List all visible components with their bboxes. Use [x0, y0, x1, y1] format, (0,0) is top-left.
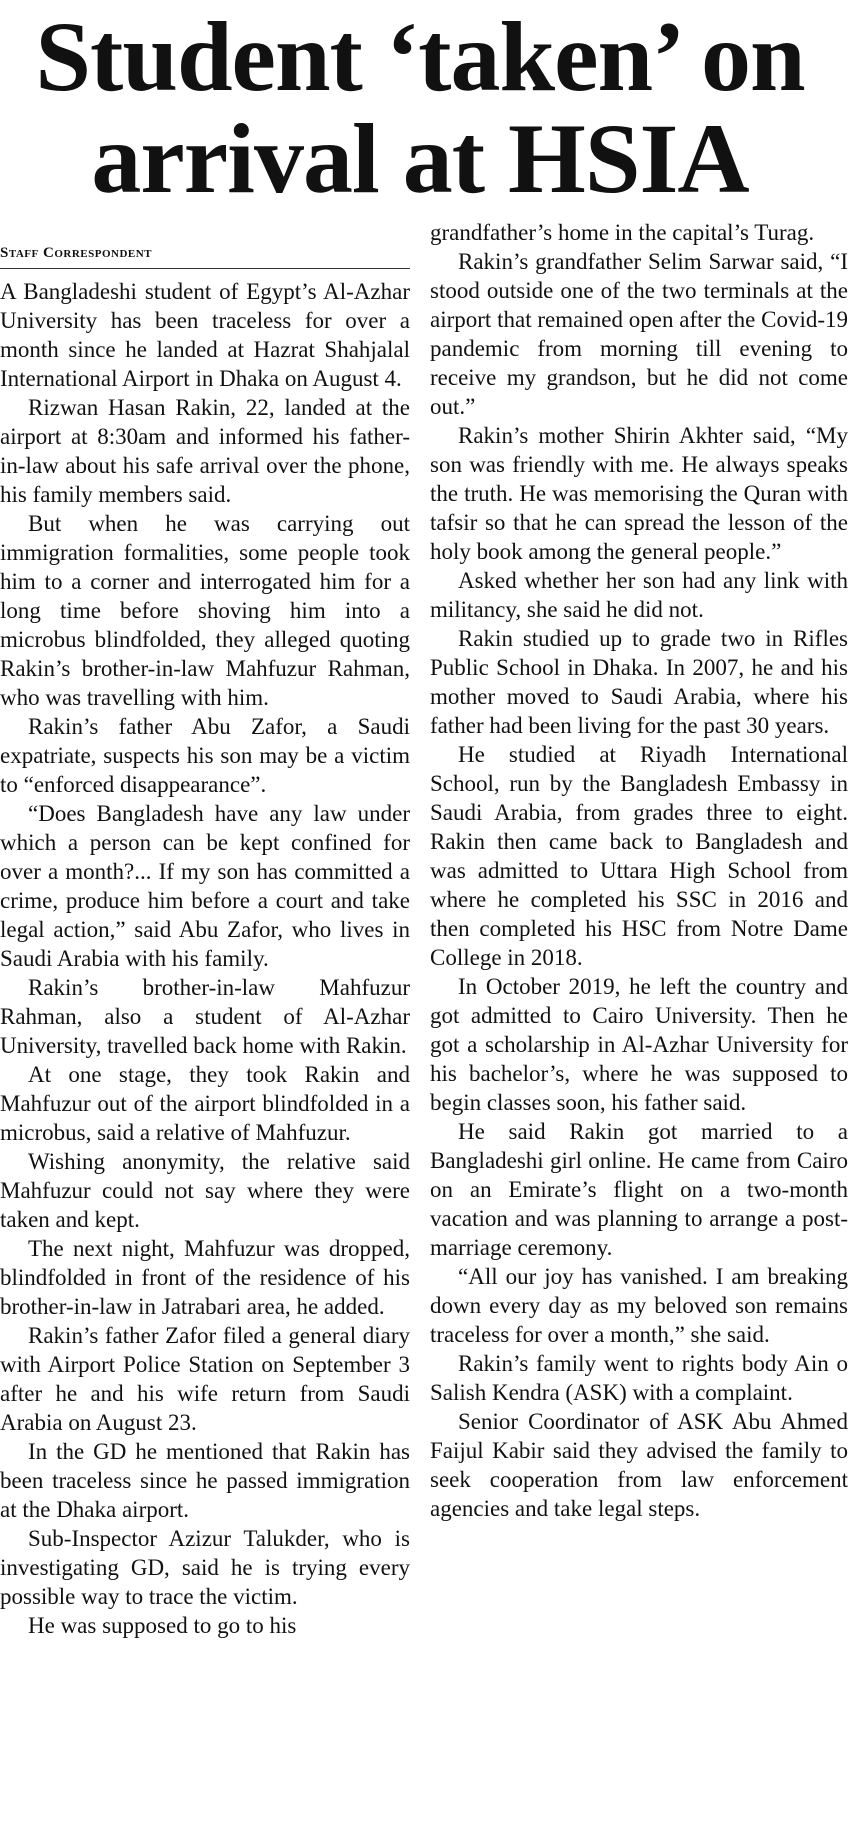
paragraph: At one stage, they took Rakin and Mahfuzur out of the airport blindfolded in a microbus, said a relative of Mahfuzur.: [0, 1062, 410, 1145]
paragraph: Rakin studied up to grade two in Rifles Public School in Dhaka. In 2007, he and his mother moved to Saudi Arabia, where his father had been living for the past 30 years.: [430, 626, 848, 738]
paragraph: “Does Bangladesh have any law under which a person can be kept confined for over a month?... If my son has committed a crime, produce him before a court and take legal action,” said Abu Zafor, who lives in Saudi Arabia with his family.: [0, 801, 410, 971]
right-column: [430, 218, 848, 1640]
paragraph: “All our joy has vanished. I am breaking down every day as my beloved son remains traceless for over a month,” she said.: [430, 1264, 848, 1347]
paragraph: Senior Coordinator of ASK Abu Ahmed Faijul Kabir said they advised the family to seek cooperation from law enforcement agencies and take legal steps.: [430, 1409, 848, 1521]
paragraph: A Bangladeshi student of Egypt’s Al-Azhar University has been traceless for over a month since he landed at Hazrat Shahjalal International Airport in Dhaka on August 4.: [0, 279, 410, 391]
paragraph: He studied at Riyadh International School, run by the Bangladesh Embassy in Saudi Arabia, from grades three to eight. Rakin then came back to Bangladesh and was admitted to Uttara High School from where he completed his SSC in 2016 and then completed his HSC from Notre Dame College in 2018.: [430, 742, 848, 970]
paragraph: Sub-Inspector Azizur Talukder, who is investigating GD, said he is trying every possible way to trace the victim.: [0, 1526, 410, 1609]
paragraph: Rakin’s family went to rights body Ain o Salish Kendra (ASK) with a complaint.: [430, 1351, 848, 1405]
paragraph: He said Rakin got married to a Bangladeshi girl online. He came from Cairo on an Emirate’s flight on a two-month vacation and was planning to arrange a post-marriage ceremony.: [430, 1119, 848, 1260]
paragraph: Rakin’s brother-in-law Mahfuzur Rahman, also a student of Al-Azhar University, travelled back home with Rakin.: [0, 975, 410, 1058]
paragraph: Rizwan Hasan Rakin, 22, landed at the airport at 8:30am and informed his father-in-law about his safe arrival over the phone, his family members said.: [0, 395, 410, 507]
headline: Student ‘taken’ on arrival at HSIA: [35, 1, 805, 214]
paragraph: Rakin’s mother Shirin Akhter said, “My son was friendly with me. He always speaks the truth. He was memorising the Quran with tafsir so that he can spread the lesson of the holy book among the general people.”: [430, 423, 848, 564]
byline: Staff Correspondent: [0, 244, 410, 269]
paragraph: In the GD he mentioned that Rakin has been traceless since he passed immigration at the Dhaka airport.: [0, 1439, 410, 1522]
paragraph: Rakin’s father Abu Zafor, a Saudi expatriate, suspects his son may be a victim to “enforced disappearance”.: [0, 714, 410, 797]
paragraph: Wishing anonymity, the relative said Mahfuzur could not say where they were taken and kept.: [0, 1149, 410, 1232]
left-column: [0, 244, 410, 1640]
paragraph: The next night, Mahfuzur was dropped, blindfolded in front of the residence of his brother-in-law in Jatrabari area, he added.: [0, 1236, 410, 1319]
paragraph: Asked whether her son had any link with militancy, she said he did not.: [430, 568, 848, 622]
paragraph: He was supposed to go to his: [28, 1613, 297, 1638]
paragraph-continued: grandfather’s home in the capital’s Turag.: [430, 220, 815, 245]
article-body: [0, 220, 848, 1640]
paragraph: But when he was carrying out immigration formalities, some people took him to a corner and interrogated him for a long time before shoving him into a microbus blindfolded, they alleged quoting Rakin’s brother-in-law Mahfuzur Rahman, who was travelling with him.: [0, 511, 410, 710]
paragraph: Rakin’s grandfather Selim Sarwar said, “I stood outside one of the two terminals at the airport that remained open after the Covid-19 pandemic from morning till evening to receive my grandson, but he did not come out.”: [430, 249, 848, 419]
paragraph: Rakin’s father Zafor filed a general diary with Airport Police Station on September 3 after he and his wife return from Saudi Arabia on August 23.: [0, 1323, 410, 1435]
paragraph: In October 2019, he left the country and got admitted to Cairo University. Then he got a scholarship in Al-Azhar University for his bachelor’s, where he was supposed to begin classes soon, his father said.: [430, 974, 848, 1115]
